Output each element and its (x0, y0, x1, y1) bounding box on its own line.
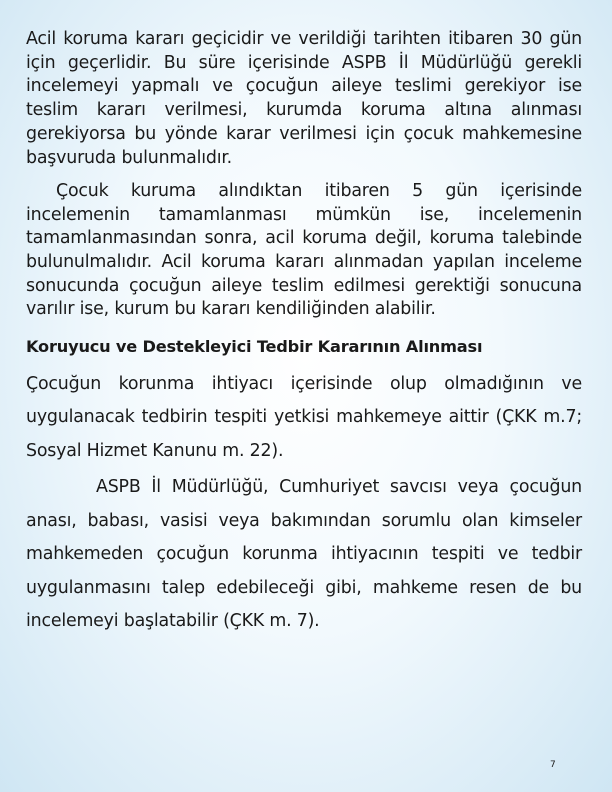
page-number: 7 (550, 760, 556, 770)
paragraph-child-institution: Çocuk kuruma alındıktan itibaren 5 gün içerisinde incelemenin tamamlanması mümkün ise, incelemenin tamamlanmasından sonra, acil koruma değil, koruma talebinde bulunulmalıdır. Acil koruma kararı alınmadan yapılan inceleme sonucunda çocuğun aileye teslim edilmesi gerektiği sonucuna varılır ise, kurum bu kararı kendiliğinden alabilir. (26, 181, 582, 320)
paragraph-request-parties: ASPB İl Müdürlüğü, Cumhuriyet savcısı veya çocuğun anası, babası, vasisi veya bakımından sorumlu olan kimseler mahkemeden çocuğun korunma ihtiyacının tespiti ve tedbir uygulanmasını talep edebileceği gibi, mahkeme resen de bu incelemeyi başlatabilir (ÇKK m. 7). (26, 477, 582, 632)
paragraph-court-authority: Çocuğun korunma ihtiyacı içerisinde olup olmadığının ve uygulanacak tedbirin tespiti yetkisi mahkemeye aittir (ÇKK m.7; Sosyal Hizmet Kanunu m. 22). (26, 373, 582, 461)
paragraph-emergency-protection: Acil koruma kararı geçicidir ve verildiği tarihten itibaren 30 gün için geçerlidir. Bu süre içerisinde ASPB İl Müdürlüğü gerekli incelemeyi yapmalı ve çocuğun aileye teslimi gerekiyor ise teslim kararı verilmesi, kurumda koruma altına alınması gerekiyorsa bu yönde karar verilmesi için çocuk mahkemesine başvuruda bulunmalıdır. (26, 29, 582, 168)
section-heading: Koruyucu ve Destekleyici Tedbir Kararının Alınması (26, 336, 483, 356)
document-body (26, 28, 582, 639)
